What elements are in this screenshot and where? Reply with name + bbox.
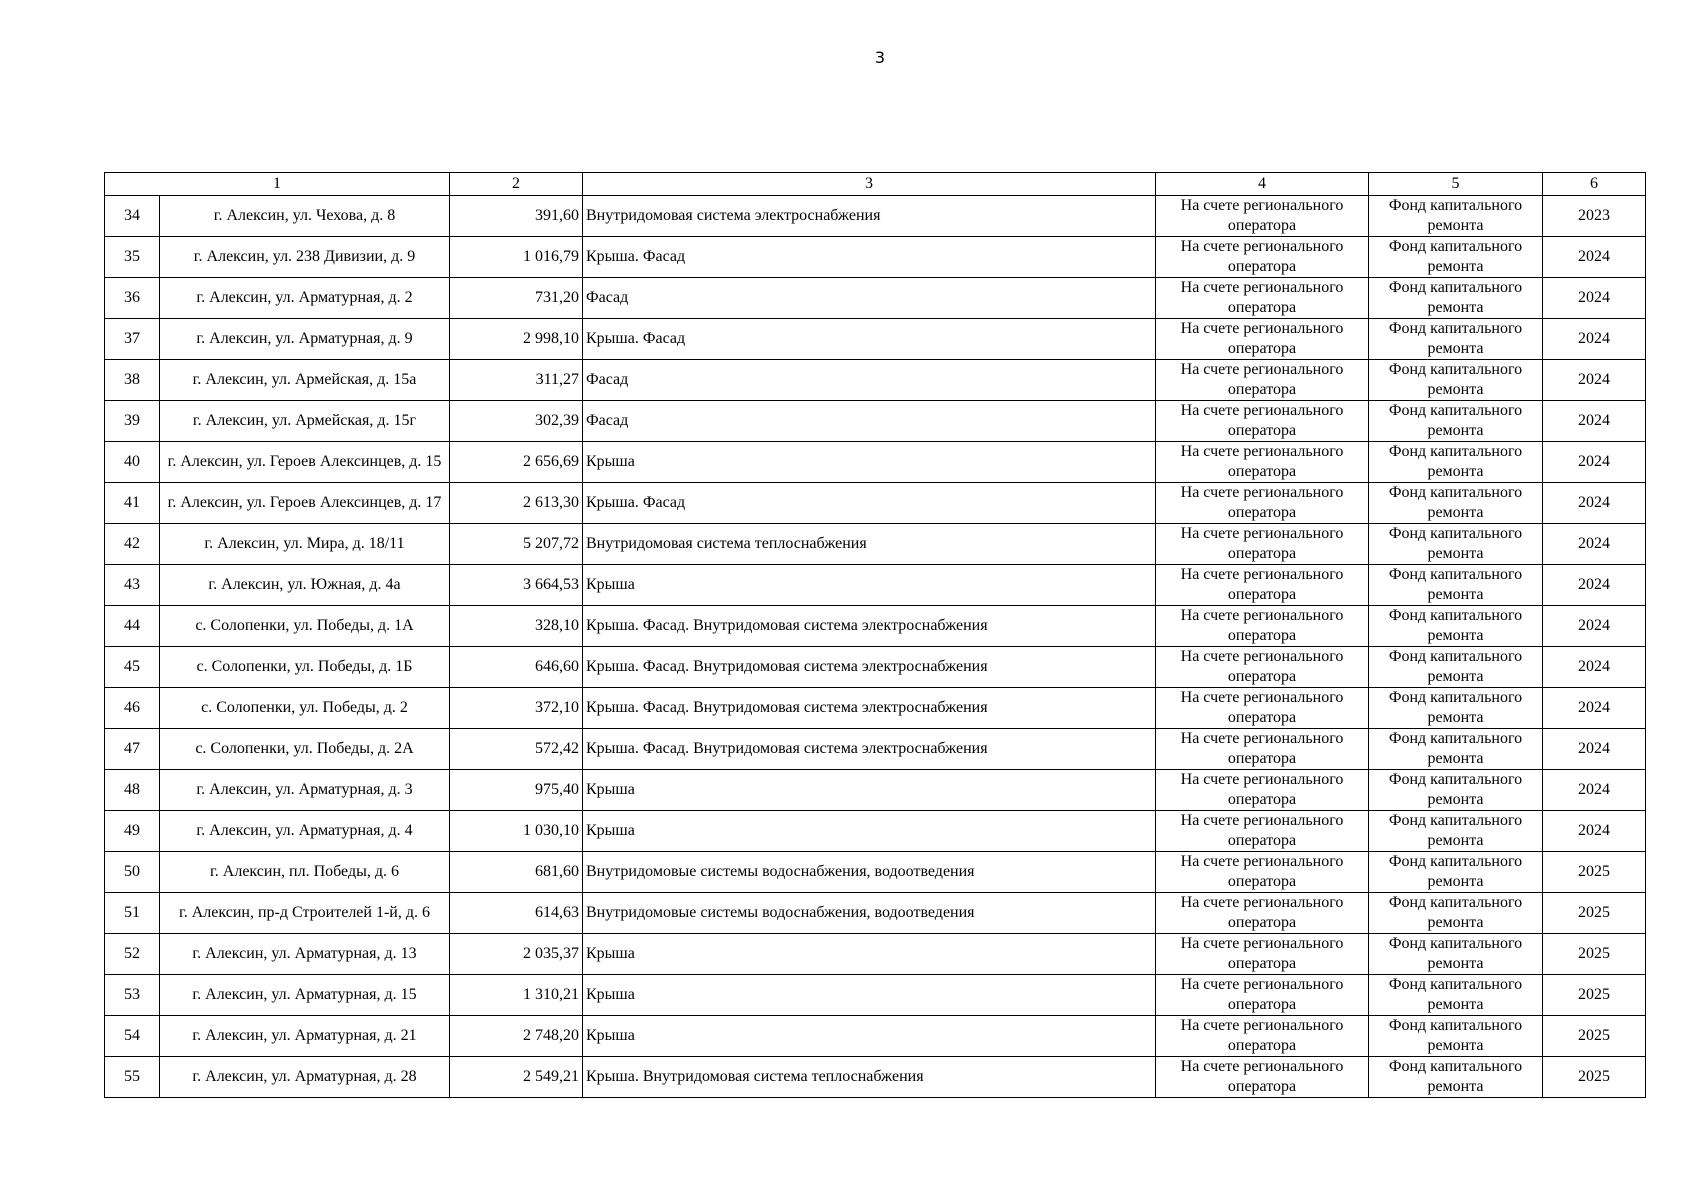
area-cell: 328,10 bbox=[450, 606, 583, 647]
funding-source-cell: Фонд капитального ремонта bbox=[1369, 647, 1543, 688]
address-cell: г. Алексин, ул. Героев Алексинцев, д. 15 bbox=[160, 442, 450, 483]
funding-source-cell: Фонд капитального ремонта bbox=[1369, 852, 1543, 893]
row-number: 43 bbox=[105, 565, 160, 606]
address-cell: г. Алексин, пр-д Строителей 1-й, д. 6 bbox=[160, 893, 450, 934]
area-cell: 1 310,21 bbox=[450, 975, 583, 1016]
area-cell: 302,39 bbox=[450, 401, 583, 442]
funding-source-cell: Фонд капитального ремонта bbox=[1369, 319, 1543, 360]
area-cell: 372,10 bbox=[450, 688, 583, 729]
table-row bbox=[105, 770, 1646, 811]
row-number: 53 bbox=[105, 975, 160, 1016]
funding-source-cell: Фонд капитального ремонта bbox=[1369, 1057, 1543, 1098]
area-cell: 614,63 bbox=[450, 893, 583, 934]
account-cell: На счете регионального оператора bbox=[1156, 770, 1369, 811]
header-col-1: 1 bbox=[105, 173, 450, 196]
work-type-cell: Крыша bbox=[583, 975, 1156, 1016]
area-cell: 5 207,72 bbox=[450, 524, 583, 565]
address-cell: г. Алексин, ул. Южная, д. 4а bbox=[160, 565, 450, 606]
funding-source-cell: Фонд капитального ремонта bbox=[1369, 196, 1543, 237]
row-number: 47 bbox=[105, 729, 160, 770]
address-cell: с. Солопенки, ул. Победы, д. 1Б bbox=[160, 647, 450, 688]
header-col-2: 2 bbox=[450, 173, 583, 196]
funding-source-cell: Фонд капитального ремонта bbox=[1369, 811, 1543, 852]
work-type-cell: Внутридомовые системы водоснабжения, водоотведения bbox=[583, 852, 1156, 893]
address-cell: г. Алексин, пл. Победы, д. 6 bbox=[160, 852, 450, 893]
account-cell: На счете регионального оператора bbox=[1156, 237, 1369, 278]
table-row bbox=[105, 319, 1646, 360]
area-cell: 311,27 bbox=[450, 360, 583, 401]
table-row bbox=[105, 811, 1646, 852]
header-col-5: 5 bbox=[1369, 173, 1543, 196]
address-cell: с. Солопенки, ул. Победы, д. 2 bbox=[160, 688, 450, 729]
row-number: 45 bbox=[105, 647, 160, 688]
area-cell: 2 613,30 bbox=[450, 483, 583, 524]
row-number: 48 bbox=[105, 770, 160, 811]
work-type-cell: Крыша. Фасад. Внутридомовая система электроснабжения bbox=[583, 606, 1156, 647]
header-col-4: 4 bbox=[1156, 173, 1369, 196]
funding-source-cell: Фонд капитального ремонта bbox=[1369, 565, 1543, 606]
address-cell: г. Алексин, ул. Армейская, д. 15г bbox=[160, 401, 450, 442]
funding-source-cell: Фонд капитального ремонта bbox=[1369, 688, 1543, 729]
work-type-cell: Крыша. Фасад bbox=[583, 483, 1156, 524]
table-row bbox=[105, 524, 1646, 565]
table-row bbox=[105, 401, 1646, 442]
area-cell: 731,20 bbox=[450, 278, 583, 319]
work-type-cell: Крыша bbox=[583, 934, 1156, 975]
area-cell: 646,60 bbox=[450, 647, 583, 688]
funding-source-cell: Фонд капитального ремонта bbox=[1369, 360, 1543, 401]
account-cell: На счете регионального оператора bbox=[1156, 606, 1369, 647]
work-type-cell: Фасад bbox=[583, 401, 1156, 442]
work-type-cell: Крыша. Внутридомовая система теплоснабжения bbox=[583, 1057, 1156, 1098]
year-cell: 2024 bbox=[1543, 237, 1646, 278]
area-cell: 1 030,10 bbox=[450, 811, 583, 852]
account-cell: На счете регионального оператора bbox=[1156, 278, 1369, 319]
year-cell: 2024 bbox=[1543, 319, 1646, 360]
table-row bbox=[105, 688, 1646, 729]
table-row bbox=[105, 934, 1646, 975]
work-type-cell: Крыша. Фасад. Внутридомовая система электроснабжения bbox=[583, 729, 1156, 770]
address-cell: г. Алексин, ул. Арматурная, д. 21 bbox=[160, 1016, 450, 1057]
work-type-cell: Крыша bbox=[583, 811, 1156, 852]
funding-source-cell: Фонд капитального ремонта bbox=[1369, 729, 1543, 770]
funding-source-cell: Фонд капитального ремонта bbox=[1369, 401, 1543, 442]
work-type-cell: Крыша bbox=[583, 770, 1156, 811]
address-cell: г. Алексин, ул. Арматурная, д. 4 bbox=[160, 811, 450, 852]
funding-source-cell: Фонд капитального ремонта bbox=[1369, 893, 1543, 934]
address-cell: г. Алексин, ул. Арматурная, д. 13 bbox=[160, 934, 450, 975]
table-row bbox=[105, 360, 1646, 401]
row-number: 37 bbox=[105, 319, 160, 360]
work-type-cell: Крыша. Фасад. Внутридомовая система электроснабжения bbox=[583, 647, 1156, 688]
account-cell: На счете регионального оператора bbox=[1156, 565, 1369, 606]
table-row bbox=[105, 606, 1646, 647]
page-number: 3 bbox=[874, 48, 886, 67]
area-cell: 681,60 bbox=[450, 852, 583, 893]
row-number: 40 bbox=[105, 442, 160, 483]
work-type-cell: Внутридомовые системы водоснабжения, водоотведения bbox=[583, 893, 1156, 934]
area-cell: 2 656,69 bbox=[450, 442, 583, 483]
account-cell: На счете регионального оператора bbox=[1156, 934, 1369, 975]
address-cell: г. Алексин, ул. Арматурная, д. 15 bbox=[160, 975, 450, 1016]
account-cell: На счете регионального оператора bbox=[1156, 360, 1369, 401]
work-type-cell: Внутридомовая система электроснабжения bbox=[583, 196, 1156, 237]
address-cell: г. Алексин, ул. Чехова, д. 8 bbox=[160, 196, 450, 237]
address-cell: г. Алексин, ул. Арматурная, д. 2 bbox=[160, 278, 450, 319]
table-row bbox=[105, 647, 1646, 688]
table-row bbox=[105, 196, 1646, 237]
area-cell: 2 549,21 bbox=[450, 1057, 583, 1098]
work-type-cell: Крыша bbox=[583, 442, 1156, 483]
row-number: 50 bbox=[105, 852, 160, 893]
work-type-cell: Фасад bbox=[583, 360, 1156, 401]
row-number: 39 bbox=[105, 401, 160, 442]
year-cell: 2025 bbox=[1543, 1016, 1646, 1057]
address-cell: г. Алексин, ул. Арматурная, д. 28 bbox=[160, 1057, 450, 1098]
account-cell: На счете регионального оператора bbox=[1156, 401, 1369, 442]
year-cell: 2025 bbox=[1543, 1057, 1646, 1098]
row-number: 49 bbox=[105, 811, 160, 852]
year-cell: 2024 bbox=[1543, 811, 1646, 852]
table-row bbox=[105, 1057, 1646, 1098]
column-number-header bbox=[105, 173, 1646, 196]
year-cell: 2025 bbox=[1543, 893, 1646, 934]
address-cell: г. Алексин, ул. Арматурная, д. 3 bbox=[160, 770, 450, 811]
header-col-3: 3 bbox=[583, 173, 1156, 196]
row-number: 42 bbox=[105, 524, 160, 565]
year-cell: 2024 bbox=[1543, 729, 1646, 770]
row-number: 35 bbox=[105, 237, 160, 278]
work-type-cell: Крыша bbox=[583, 565, 1156, 606]
row-number: 55 bbox=[105, 1057, 160, 1098]
row-number: 36 bbox=[105, 278, 160, 319]
year-cell: 2025 bbox=[1543, 852, 1646, 893]
table-row bbox=[105, 1016, 1646, 1057]
account-cell: На счете регионального оператора bbox=[1156, 647, 1369, 688]
row-number: 52 bbox=[105, 934, 160, 975]
work-type-cell: Внутридомовая система теплоснабжения bbox=[583, 524, 1156, 565]
row-number: 46 bbox=[105, 688, 160, 729]
row-number: 41 bbox=[105, 483, 160, 524]
area-cell: 2 748,20 bbox=[450, 1016, 583, 1057]
work-type-cell: Крыша. Фасад. Внутридомовая система электроснабжения bbox=[583, 688, 1156, 729]
year-cell: 2024 bbox=[1543, 278, 1646, 319]
area-cell: 3 664,53 bbox=[450, 565, 583, 606]
funding-source-cell: Фонд капитального ремонта bbox=[1369, 934, 1543, 975]
table-row bbox=[105, 852, 1646, 893]
account-cell: На счете регионального оператора bbox=[1156, 688, 1369, 729]
table-row bbox=[105, 442, 1646, 483]
address-cell: с. Солопенки, ул. Победы, д. 1А bbox=[160, 606, 450, 647]
account-cell: На счете регионального оператора bbox=[1156, 893, 1369, 934]
account-cell: На счете регионального оператора bbox=[1156, 319, 1369, 360]
year-cell: 2025 bbox=[1543, 934, 1646, 975]
area-cell: 572,42 bbox=[450, 729, 583, 770]
account-cell: На счете регионального оператора bbox=[1156, 196, 1369, 237]
work-type-cell: Крыша bbox=[583, 1016, 1156, 1057]
table-row bbox=[105, 237, 1646, 278]
year-cell: 2024 bbox=[1543, 688, 1646, 729]
address-cell: г. Алексин, ул. Арматурная, д. 9 bbox=[160, 319, 450, 360]
address-cell: г. Алексин, ул. Героев Алексинцев, д. 17 bbox=[160, 483, 450, 524]
account-cell: На счете регионального оператора bbox=[1156, 524, 1369, 565]
address-cell: г. Алексин, ул. 238 Дивизии, д. 9 bbox=[160, 237, 450, 278]
work-type-cell: Фасад bbox=[583, 278, 1156, 319]
year-cell: 2025 bbox=[1543, 975, 1646, 1016]
account-cell: На счете регионального оператора bbox=[1156, 442, 1369, 483]
address-cell: с. Солопенки, ул. Победы, д. 2А bbox=[160, 729, 450, 770]
funding-source-cell: Фонд капитального ремонта bbox=[1369, 770, 1543, 811]
table-row bbox=[105, 729, 1646, 770]
funding-source-cell: Фонд капитального ремонта bbox=[1369, 237, 1543, 278]
account-cell: На счете регионального оператора bbox=[1156, 852, 1369, 893]
address-cell: г. Алексин, ул. Армейская, д. 15а bbox=[160, 360, 450, 401]
work-type-cell: Крыша. Фасад bbox=[583, 319, 1156, 360]
year-cell: 2023 bbox=[1543, 196, 1646, 237]
table-row bbox=[105, 278, 1646, 319]
row-number: 54 bbox=[105, 1016, 160, 1057]
funding-source-cell: Фонд капитального ремонта bbox=[1369, 442, 1543, 483]
area-cell: 2 998,10 bbox=[450, 319, 583, 360]
capital-repair-table bbox=[104, 172, 1646, 1098]
address-cell: г. Алексин, ул. Мира, д. 18/11 bbox=[160, 524, 450, 565]
area-cell: 2 035,37 bbox=[450, 934, 583, 975]
year-cell: 2024 bbox=[1543, 442, 1646, 483]
account-cell: На счете регионального оператора bbox=[1156, 483, 1369, 524]
row-number: 34 bbox=[105, 196, 160, 237]
row-number: 51 bbox=[105, 893, 160, 934]
funding-source-cell: Фонд капитального ремонта bbox=[1369, 483, 1543, 524]
year-cell: 2024 bbox=[1543, 401, 1646, 442]
account-cell: На счете регионального оператора bbox=[1156, 811, 1369, 852]
account-cell: На счете регионального оператора bbox=[1156, 975, 1369, 1016]
year-cell: 2024 bbox=[1543, 647, 1646, 688]
table-row bbox=[105, 893, 1646, 934]
area-cell: 391,60 bbox=[450, 196, 583, 237]
funding-source-cell: Фонд капитального ремонта bbox=[1369, 278, 1543, 319]
row-number: 44 bbox=[105, 606, 160, 647]
year-cell: 2024 bbox=[1543, 360, 1646, 401]
year-cell: 2024 bbox=[1543, 565, 1646, 606]
year-cell: 2024 bbox=[1543, 606, 1646, 647]
account-cell: На счете регионального оператора bbox=[1156, 1057, 1369, 1098]
account-cell: На счете регионального оператора bbox=[1156, 729, 1369, 770]
funding-source-cell: Фонд капитального ремонта bbox=[1369, 975, 1543, 1016]
year-cell: 2024 bbox=[1543, 770, 1646, 811]
table-row bbox=[105, 565, 1646, 606]
row-number: 38 bbox=[105, 360, 160, 401]
work-type-cell: Крыша. Фасад bbox=[583, 237, 1156, 278]
table-row bbox=[105, 483, 1646, 524]
funding-source-cell: Фонд капитального ремонта bbox=[1369, 606, 1543, 647]
funding-source-cell: Фонд капитального ремонта bbox=[1369, 1016, 1543, 1057]
header-col-6: 6 bbox=[1543, 173, 1646, 196]
area-cell: 1 016,79 bbox=[450, 237, 583, 278]
year-cell: 2024 bbox=[1543, 483, 1646, 524]
year-cell: 2024 bbox=[1543, 524, 1646, 565]
table-row bbox=[105, 975, 1646, 1016]
account-cell: На счете регионального оператора bbox=[1156, 1016, 1369, 1057]
area-cell: 975,40 bbox=[450, 770, 583, 811]
funding-source-cell: Фонд капитального ремонта bbox=[1369, 524, 1543, 565]
